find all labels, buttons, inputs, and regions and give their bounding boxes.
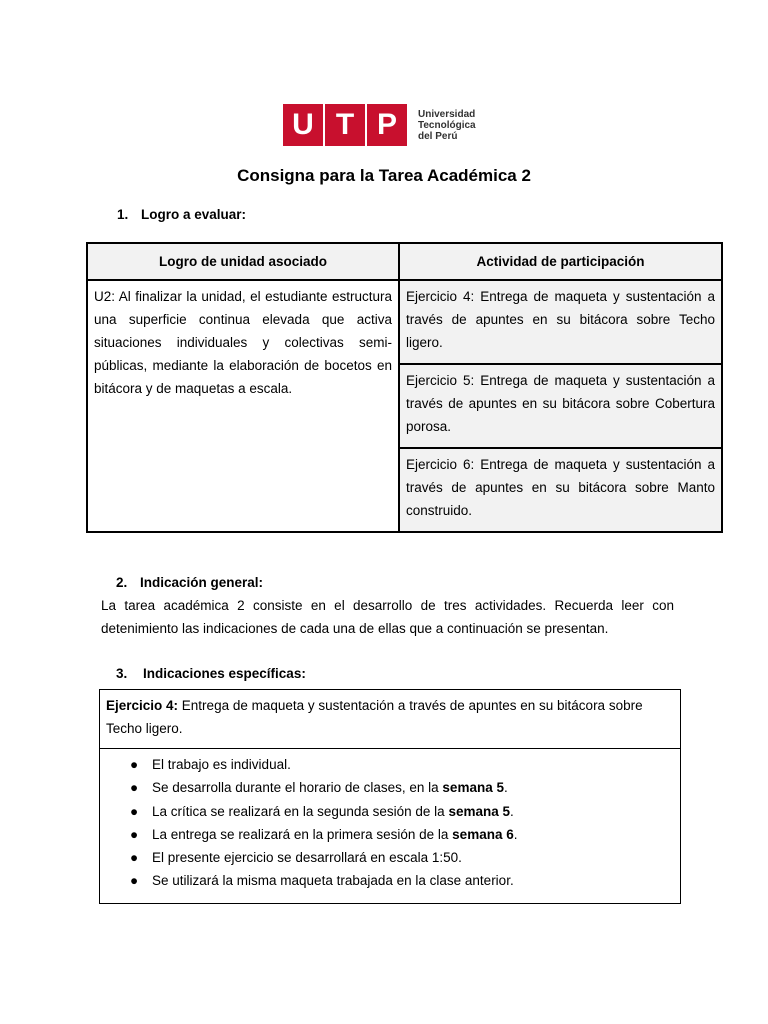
bullet-icon: ● xyxy=(130,850,139,866)
logo-university-name: Universidad Tecnológica del Perú xyxy=(418,108,476,142)
logro-cell: U2: Al finalizar la unidad, el estudiante estructura una superficie continua elevada que activa situaciones individuales y colectivas semi-públicas, mediante la elaboración de bocetos en bitácora y de maquetas a escala. xyxy=(87,280,399,532)
actividad-cell: Ejercicio 6: Entrega de maqueta y sustentación a través de apuntes en su bitácora sobre Manto construido. xyxy=(399,448,722,532)
actividad-cell: Ejercicio 5: Entrega de maqueta y sustentación a través de apuntes en su bitácora sobre Cobertura porosa. xyxy=(399,364,722,448)
section-heading-indicaciones-especificas: 3. Indicaciones específicas: xyxy=(116,666,306,681)
bullet-icon: ● xyxy=(130,826,139,842)
bullet-icon: ● xyxy=(130,780,139,796)
utp-logo xyxy=(283,104,476,146)
ejercicio-list xyxy=(100,749,680,903)
ejercicio-header xyxy=(100,690,680,749)
ejercicio-description: Entrega de maqueta y sustentación a través de apuntes en su bitácora sobre Techo ligero. xyxy=(106,698,643,736)
table-header-logro: Logro de unidad asociado xyxy=(87,243,399,280)
indicacion-general-text: La tarea académica 2 consiste en el desarrollo de tres actividades. Recuerda leer con detenimiento las indicaciones de cada una de ellas que a continuación se presentan. xyxy=(101,598,674,636)
logro-table xyxy=(86,242,723,533)
logo-letter-p: P xyxy=(367,104,407,146)
ejercicio-label: Ejercicio 4: xyxy=(106,698,179,713)
list-item: ● La entrega se realizará en la primera sesión de la semana 6. xyxy=(130,823,680,846)
logo-letter-t: T xyxy=(325,104,365,146)
bullet-icon: ● xyxy=(130,873,139,889)
document-title: Consigna para la Tarea Académica 2 xyxy=(237,166,531,185)
table-header-actividad: Actividad de participación xyxy=(399,243,722,280)
bullet-icon: ● xyxy=(130,803,139,819)
logo-letter-u: U xyxy=(283,104,323,146)
list-item: ● El presente ejercicio se desarrollará en escala 1:50. xyxy=(130,846,680,869)
section-heading-logro: 1. Logro a evaluar: xyxy=(117,207,247,222)
list-item: ● La crítica se realizará en la segunda sesión de la semana 5. xyxy=(130,800,680,823)
list-item: ● El trabajo es individual. xyxy=(130,753,680,776)
ejercicio-box xyxy=(99,689,681,904)
bullet-icon: ● xyxy=(130,757,139,772)
section-heading-indicacion-general: 2. Indicación general: xyxy=(116,575,264,590)
actividad-cell: Ejercicio 4: Entrega de maqueta y sustentación a través de apuntes en su bitácora sobre Techo ligero. xyxy=(399,280,722,364)
list-item: ● Se desarrolla durante el horario de clases, en la semana 5. xyxy=(130,776,680,799)
list-item: ● Se utilizará la misma maqueta trabajada en la clase anterior. xyxy=(130,869,680,892)
